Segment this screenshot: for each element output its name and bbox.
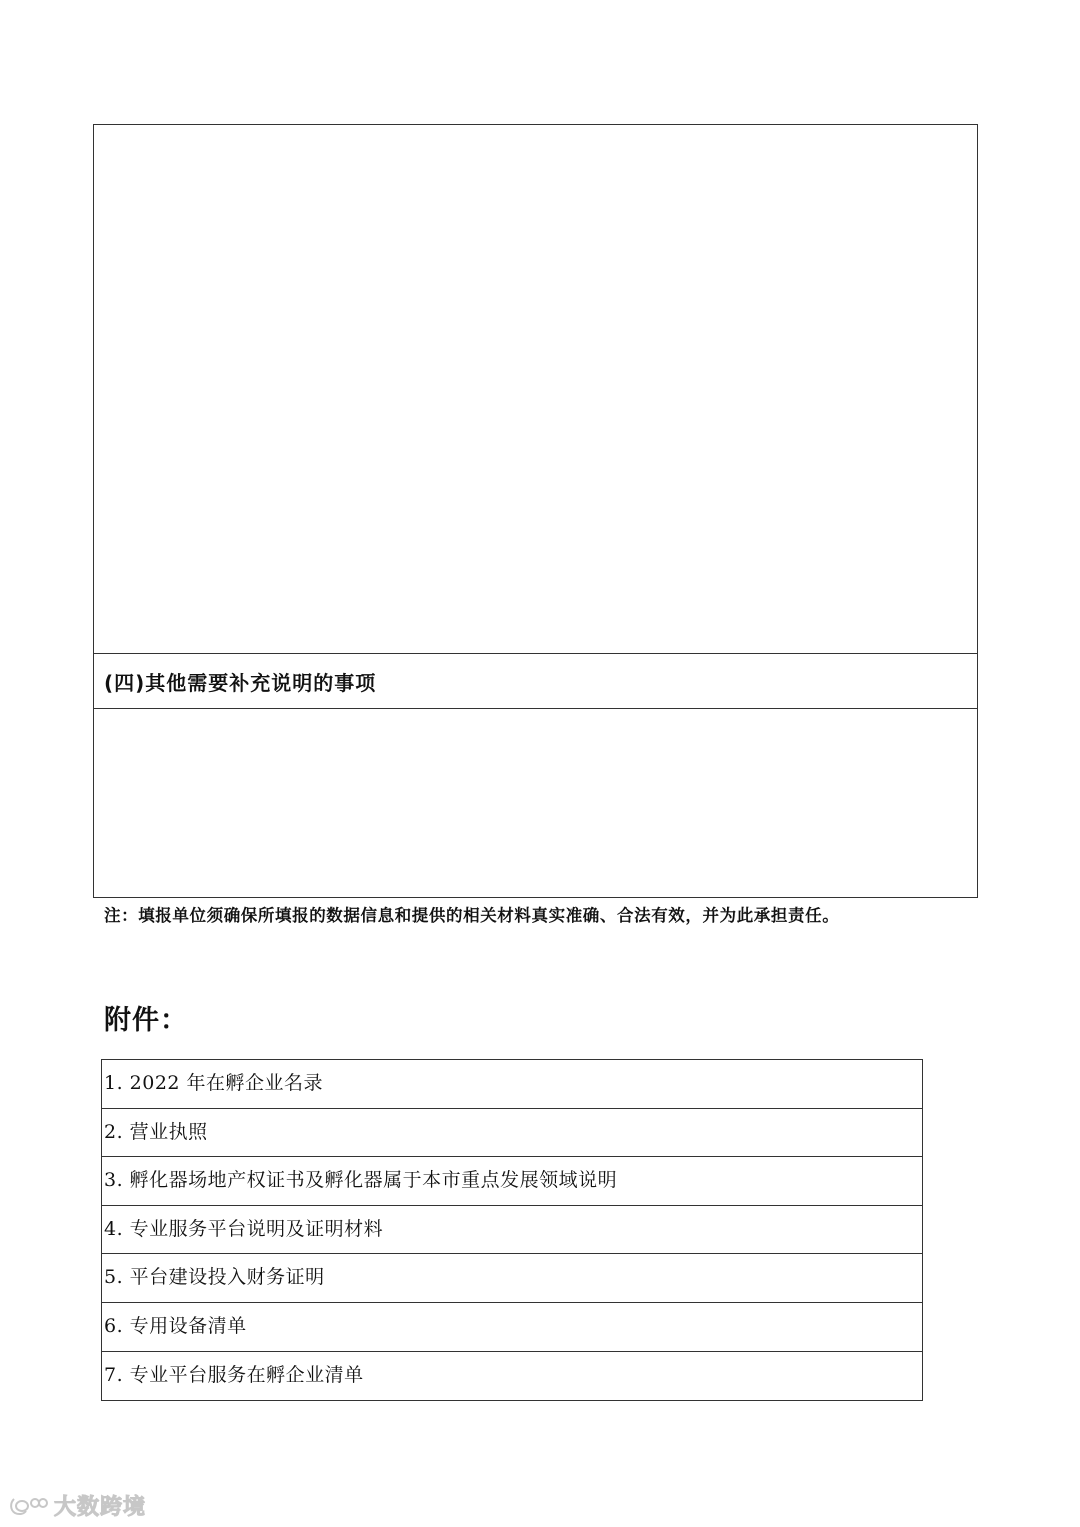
attachment-item: 3. 孵化器场地产权证书及孵化器属于本市重点发展领域说明 [102, 1157, 922, 1206]
attachment-item: 6. 专用设备清单 [102, 1303, 922, 1352]
form-section-row [94, 654, 977, 709]
form-blank-cell-upper[interactable] [94, 125, 977, 654]
attachment-item: 7. 专业平台服务在孵企业清单 [104, 1363, 364, 1386]
disclaimer-note: 注：填报单位须确保所填报的数据信息和提供的相关材料真实准确、合法有效，并为此承担责任。 [104, 906, 840, 925]
attachment-item: 4. 专业服务平台说明及证明材料 [102, 1206, 922, 1255]
attachment-item: 5. 平台建设投入财务证明 [102, 1254, 922, 1303]
attachment-item: 2. 营业执照 [102, 1109, 922, 1158]
form-blank-cell-lower[interactable] [94, 709, 977, 897]
attachments-heading: 附件： [104, 1005, 188, 1036]
watermark-text: 大数跨境 [54, 1495, 147, 1520]
weibo-style-logo-icon [8, 1495, 48, 1517]
section-four-heading: (四)其他需要补充说明的事项 [104, 670, 377, 695]
report-form-table [93, 124, 978, 898]
watermark [8, 1490, 146, 1521]
attachment-item: 1. 2022 年在孵企业名录 [102, 1060, 922, 1109]
attachments-table [101, 1059, 923, 1401]
